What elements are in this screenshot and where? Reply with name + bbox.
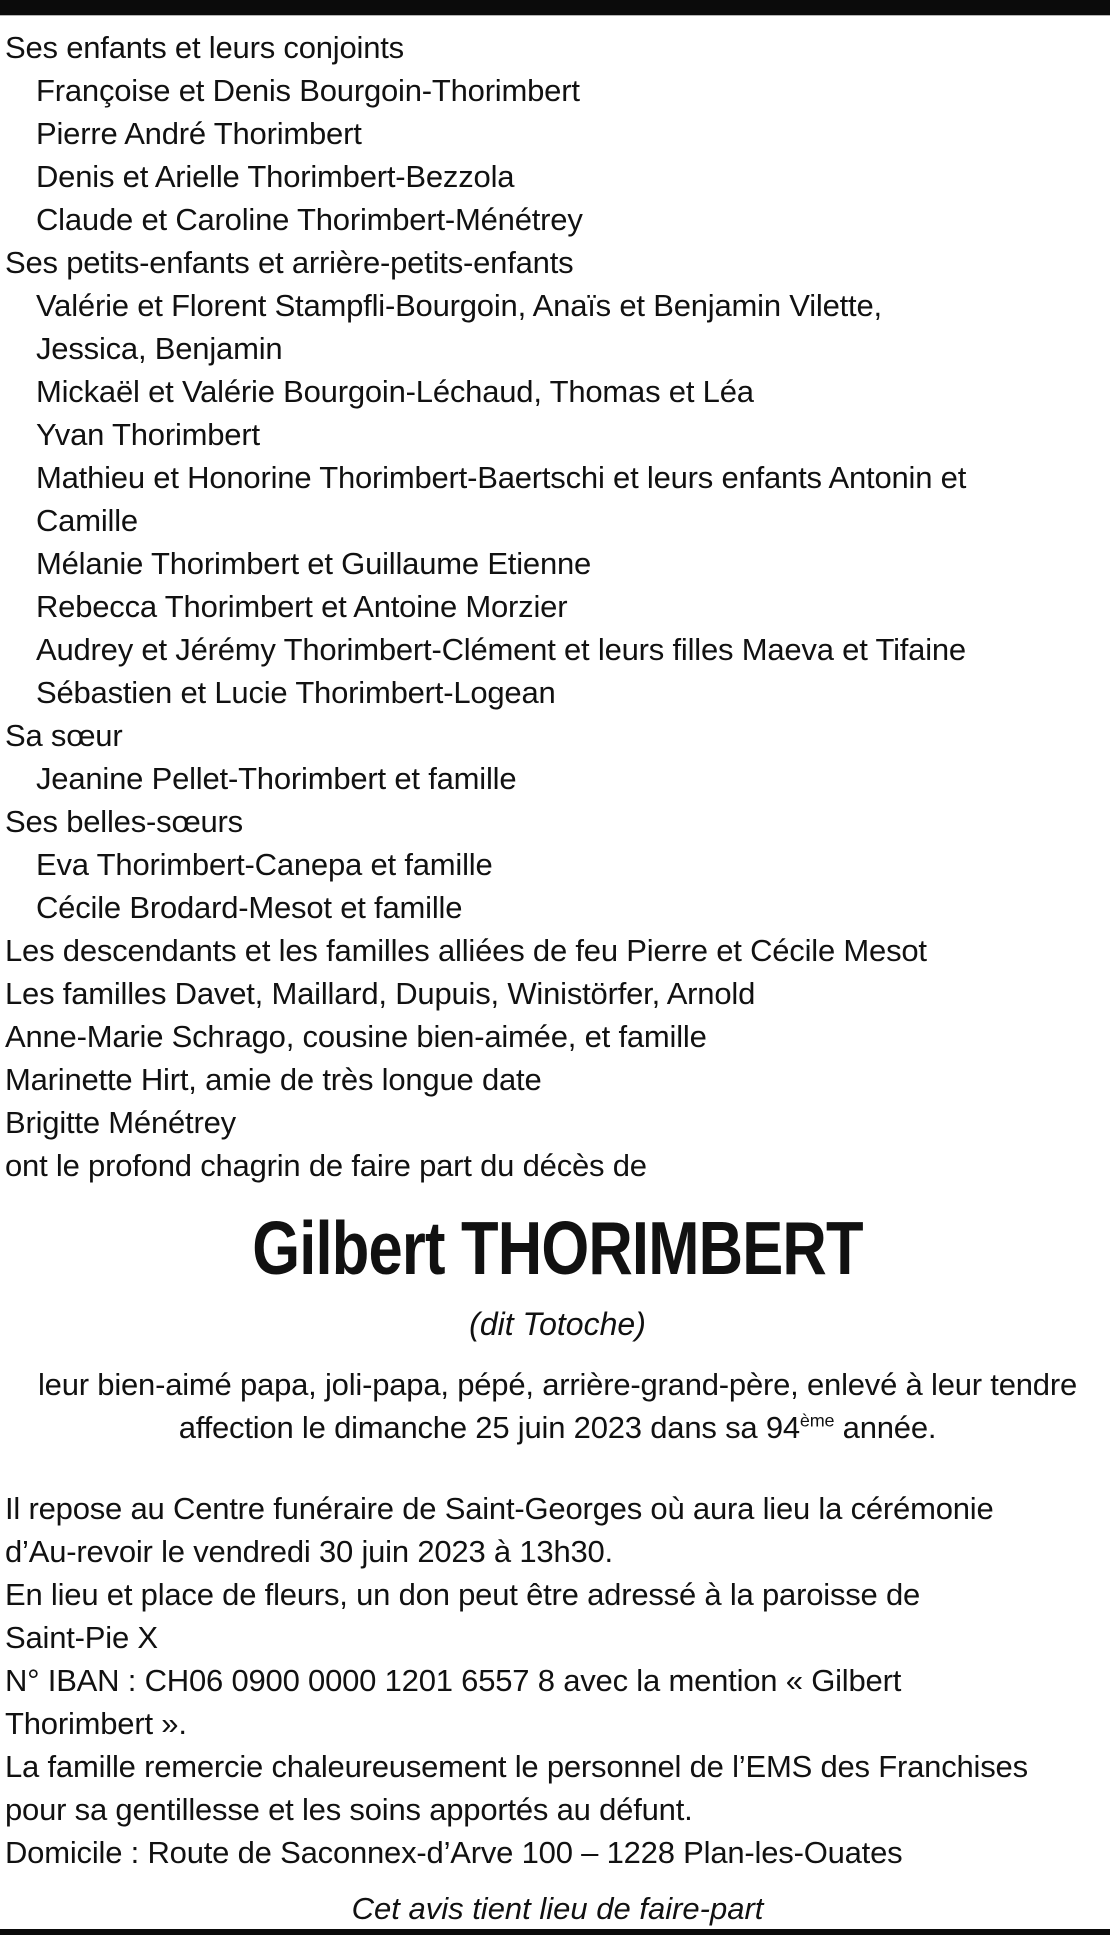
family-line: Marinette Hirt, amie de très longue date xyxy=(5,1062,542,1097)
family-line: Brigitte Ménétrey xyxy=(5,1105,236,1140)
family-line: Audrey et Jérémy Thorimbert-Clément et leurs filles Maeva et Tifaine xyxy=(36,632,966,667)
family-line: Eva Thorimbert-Canepa et famille xyxy=(36,847,493,882)
family-line: Rebecca Thorimbert et Antoine Morzier xyxy=(36,589,568,624)
family-line: Pierre André Thorimbert xyxy=(36,116,362,151)
family-line: Les descendants et les familles alliées de feu Pierre et Cécile Mesot xyxy=(5,933,927,968)
details-line: Saint-Pie X xyxy=(5,1620,158,1655)
closing-line: Cet avis tient lieu de faire-part xyxy=(351,1891,764,1926)
tribute-line-1: leur bien-aimé papa, joli-papa, pépé, arrière-grand-père, enlevé à leur tendre xyxy=(37,1367,1078,1402)
family-line: Anne-Marie Schrago, cousine bien-aimée, et famille xyxy=(5,1019,707,1054)
family-line: Mathieu et Honorine Thorimbert-Baertschi et leurs enfants Antonin et xyxy=(36,460,967,495)
details-line: En lieu et place de fleurs, un don peut être adressé à la paroisse de xyxy=(5,1577,921,1612)
family-line: ont le profond chagrin de faire part du décès de xyxy=(5,1148,647,1183)
family-line: Mélanie Thorimbert et Guillaume Etienne xyxy=(36,546,592,581)
details-line: N° IBAN : CH06 0900 0000 1201 6557 8 avec la mention « Gilbert xyxy=(5,1663,902,1698)
family-line: Claude et Caroline Thorimbert-Ménétrey xyxy=(36,202,583,237)
family-line: Camille xyxy=(36,503,138,538)
family-list xyxy=(5,26,1110,1187)
family-line: Yvan Thorimbert xyxy=(36,417,260,452)
family-line: Sa sœur xyxy=(5,718,123,753)
details-line: pour sa gentillesse et les soins apportés au défunt. xyxy=(5,1792,693,1827)
family-line: Ses belles-sœurs xyxy=(5,804,243,839)
family-line: Denis et Arielle Thorimbert-Bezzola xyxy=(36,159,515,194)
details-line: Il repose au Centre funéraire de Saint-Georges où aura lieu la cérémonie xyxy=(5,1491,994,1526)
family-line: Françoise et Denis Bourgoin-Thorimbert xyxy=(36,73,580,108)
ceremony-details xyxy=(5,1487,1110,1874)
bottom-border-bar xyxy=(0,1929,1110,1935)
family-line: Ses petits-enfants et arrière-petits-enfants xyxy=(5,245,574,280)
tribute-line-2-text: affection le dimanche 25 juin 2023 dans sa 94 xyxy=(178,1410,800,1445)
family-line: Cécile Brodard-Mesot et famille xyxy=(36,890,463,925)
tribute-line-2 xyxy=(5,1406,1110,1449)
tribute-paragraph xyxy=(5,1363,1110,1449)
deceased-name: Gilbert THORIMBERT xyxy=(252,1206,863,1290)
family-line: Jessica, Benjamin xyxy=(36,331,283,366)
top-border-bar xyxy=(0,0,1110,16)
family-line: Sébastien et Lucie Thorimbert-Logean xyxy=(36,675,556,710)
details-line: Thorimbert ». xyxy=(5,1706,187,1741)
details-line: d’Au-revoir le vendredi 30 juin 2023 à 13h30. xyxy=(5,1534,613,1569)
family-line: Les familles Davet, Maillard, Dupuis, Winistörfer, Arnold xyxy=(5,976,756,1011)
family-line: Mickaël et Valérie Bourgoin-Léchaud, Thomas et Léa xyxy=(36,374,754,409)
ordinal-superscript: ème xyxy=(799,1410,835,1431)
family-line: Valérie et Florent Stampfli-Bourgoin, Anaïs et Benjamin Vilette, xyxy=(36,288,882,323)
obituary-content xyxy=(0,16,1110,1930)
family-line: Jeanine Pellet-Thorimbert et famille xyxy=(36,761,517,796)
details-line: La famille remercie chaleureusement le personnel de l’EMS des Franchises xyxy=(5,1749,1028,1784)
deceased-nickname: (dit Totoche) xyxy=(469,1306,646,1342)
family-line: Ses enfants et leurs conjoints xyxy=(5,30,404,65)
tribute-line-2-end: année. xyxy=(834,1410,937,1445)
details-line: Domicile : Route de Saconnex-d’Arve 100 – 1228 Plan-les-Ouates xyxy=(5,1835,903,1870)
